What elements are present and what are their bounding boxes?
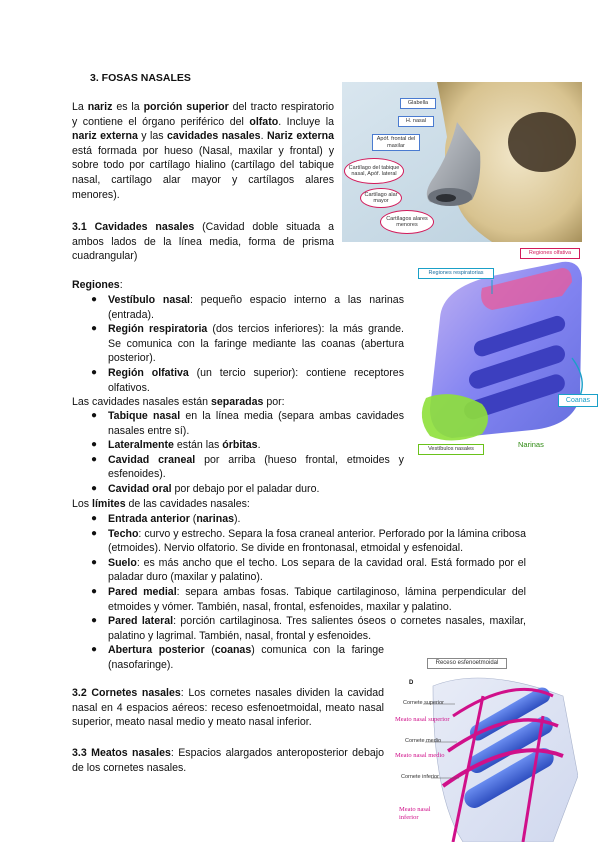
label-cartilago-tabique: Cartílago del tabique nasal, Apóf. lateral (344, 158, 404, 184)
regiones-heading: Regiones: (72, 279, 123, 291)
label-receso-esfenoetmoidal: Receso esfenoetmoidal (427, 658, 507, 669)
list-item: ● Suelo: es más ancho que el techo. Los separa de la cavidad oral. Está formado por el paladar duro (maxilar y palatino). (91, 556, 526, 584)
label-meato-inferior: Meato nasal inferior (399, 806, 431, 821)
label-cartilago-alar: Cartílago alar mayor (360, 188, 402, 208)
limites-list (91, 512, 526, 673)
label-frontal-maxilar: Apóf. frontal del maxilar (372, 134, 420, 151)
label-glabella: Glabella (400, 98, 436, 109)
label-meato-superior: Meato nasal superior (395, 716, 450, 723)
label-cornete-superior: Cornete superior (403, 700, 444, 706)
separadas-list (91, 409, 404, 497)
label-region-olfativa: Regiones olfativa (520, 248, 580, 259)
figure-nasal-regions (412, 248, 600, 458)
list-item: ● Pared lateral: porción cartilaginosa. Tres salientes óseos o cornetes nasales, maxilar, palatino y lagrimal. También, nasal, frontal y esfenoides. (91, 615, 526, 642)
list-item: ● Tabique nasal en la línea media (separa ambas cavidades nasales entre sí). (91, 410, 404, 437)
label-cornete-inferior: Cornete inferior (401, 774, 439, 780)
limites-heading: Los límites de las cavidades nasales: (72, 498, 250, 510)
list-item: ● Región respiratoria (dos tercios inferiores): la más grande. Se comunica con la faringe mediante las coanas (abertura posterior). (91, 323, 405, 365)
separadas-heading: Las cavidades nasales están separadas por: (72, 396, 285, 408)
list-item: ● Cavidad craneal por arriba (hueso frontal, etmoides y esfenoides). (91, 453, 404, 481)
label-cartilagos-menores: Cartílagos alares menores (380, 210, 434, 234)
regiones-list (91, 293, 405, 395)
list-item: ● Entrada anterior (narinas). (91, 513, 241, 525)
section-3-1: 3.1 Cavidades nasales (Cavidad doble situada a ambos lados de la línea media, forma de prisma cuadrangular) (72, 221, 334, 263)
figure-external-nose (342, 82, 582, 242)
list-item: ● Región olfativa (un tercio superior): contiene receptores olfativos. (91, 366, 404, 394)
list-item: ● Lateralmente están las órbitas. (91, 439, 261, 452)
intro-paragraph: La nariz es la porción superior del tracto respiratorio y contiene el órgano periférico del olfato. Incluye la nariz externa y las cavidades nasales. Nariz externa está formada por hueso (Nasal, maxilar y frontal) y sobre todo por cartílago hialino (cartílago del tabique nasal, cartílago alar mayor y cartílagos alares menores). (72, 101, 335, 201)
label-vestibulo: Vestíbulos nasales (418, 444, 484, 455)
list-item: ● Cavidad oral por debajo por el paladar duro. (91, 482, 320, 495)
label-nasal: H. nasal (398, 116, 434, 127)
label-meato-medio: Meato nasal medio (395, 752, 445, 759)
section-3-3: 3.3 Meatos nasales: Espacios alargados anteroposterior debajo de los cornetes nasales. (72, 747, 384, 774)
label-cornete-medio: Cornete medio (405, 738, 442, 744)
label-narinas: Narinas (518, 440, 544, 449)
list-item: ● Vestíbulo nasal: pequeño espacio interno a las narinas (entrada). (91, 294, 404, 321)
section-title: 3. FOSAS NASALES (90, 72, 191, 84)
list-item: ● Abertura posterior (coanas) comunica con la faringe (nasofaringe). (91, 644, 384, 671)
label-d: D (409, 680, 414, 686)
list-item: ● Pared medial: separa ambas fosas. Tabique cartilaginoso, lámina perpendicular del etmoides y vómer. También, nasal, frontal, esfenoides, maxilar y palatino. (91, 585, 526, 613)
label-coanas: Coanas (558, 394, 598, 407)
section-3-2: 3.2 Cornetes nasales: Los cornetes nasales dividen la cavidad nasal en 4 espacios aéreos: receso esfenoetmoidal, meato nasal superior, meato nasal medio y meato nasal inferior. (72, 687, 384, 729)
figure-cornetes (393, 656, 578, 842)
list-item: ● Techo: curvo y estrecho. Separa la fosa craneal anterior. Perforado por la lámina cribosa (etmoides). Nervio olfatorio. Se divide en frontonasal, etmoidal y esfenoidal. (91, 527, 526, 555)
nasal-cavity-illustration (412, 248, 600, 458)
label-region-respiratoria: Regiones respiratorias (418, 268, 494, 279)
